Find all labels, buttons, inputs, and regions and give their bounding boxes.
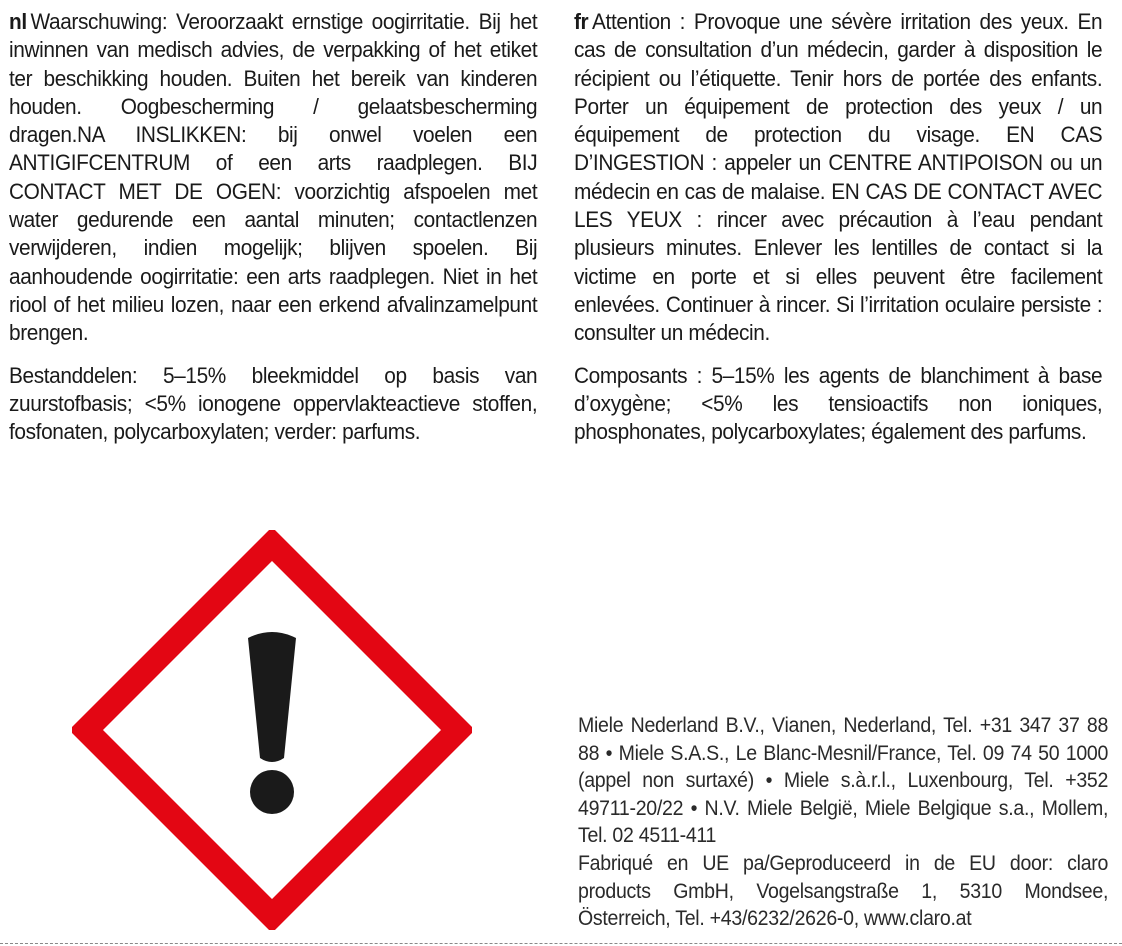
language-code-fr: fr <box>574 9 589 34</box>
french-ingredients-text: : 5–15% les agents de blanchiment à base d’oxygène; <5% les tensioactifs non ioniques, phosphonates, polycarboxylates; également des parfums. <box>574 362 1103 445</box>
dutch-ingredients-label: Bestanddelen: <box>9 362 138 388</box>
dutch-warning-label: Waarschuwing: <box>30 9 168 34</box>
dutch-warning-paragraph <box>9 8 537 348</box>
manufacturer-address-block <box>578 712 1108 933</box>
exclamation-mark-hazard-icon <box>72 530 472 930</box>
bottom-divider <box>0 943 1122 944</box>
distributor-contacts: Miele Nederland B.V., Vianen, Nederland, Tel. +31 347 37 88 88 • Miele S.A.S., Le Blanc-Mesnil/France, Tel. 09 74 50 1000 (appel non surtaxé) • Miele s.à.r.l., Luxenbourg, Tel. +352 49711-20/22 • N.V. Miele België, Miele Belgique s.a., Mollem, Tel. 02 4511-411 <box>578 714 1109 848</box>
french-warning-label: Attention <box>592 9 671 34</box>
french-ingredients-label: Composants <box>574 362 688 388</box>
dutch-warning-text: Veroorzaakt ernstige oogirritatie. Bij het inwinnen van medisch advies, de verpakking of het etiket ter beschikking houden. Buiten het bereik van kinderen houden. Oogbescherming / gelaatsbescherming dragen.NA INSLIKKEN: bij onwel voelen een ANTIGIFCENTRUM of een arts raadplegen. BIJ CONTACT MET DE OGEN: voorzichtig afspoelen met water gedurende een aantal minuten; contactlenzen verwijderen, indien mogelijk; blijven spoelen. Bij aanhoudende oogirritatie: een arts raadplegen. Niet in het riool of het milieu lozen, naar een erkend afvalinzamelpunt brengen. <box>9 9 538 346</box>
french-ingredients-paragraph <box>574 362 1102 447</box>
language-code-nl: nl <box>9 9 27 34</box>
french-warning-paragraph <box>574 8 1102 348</box>
dutch-ingredients-paragraph <box>9 362 537 447</box>
french-column <box>574 8 1102 460</box>
dutch-column <box>9 8 537 460</box>
dutch-ingredients-text: 5–15% bleekmiddel op basis van zuurstofbasis; <5% ionogene oppervlakteactieve stoffen, fosfonaten, polycarboxylaten; verder: parfums. <box>9 362 538 445</box>
manufacturer-info: Fabriqué en UE pa/Geproduceerd in de EU door: claro products GmbH, Vogelsangstraße 1, 5310 Mondsee, Österreich, Tel. +43/6232/2626-0, www.claro.at <box>578 851 1109 931</box>
french-warning-text: : Provoque une sévère irritation des yeux. En cas de consultation d’un médecin, garder à disposition le récipient ou l’étiquette. Tenir hors de portée des enfants. Porter un équipement de protection des yeux / un équipement de protection du visage. EN CAS D’INGESTION : appeler un CENTRE ANTIPOISON ou un médecin en cas de malaise. EN CAS DE CONTACT AVEC LES YEUX : rincer avec précaution à l’eau pendant plusieurs minutes. Enlever les lentilles de contact si la victime en porte et si elles peuvent être facilement enlevées. Continuer à rincer. Si l’irritation oculaire persiste : consulter un médecin. <box>574 9 1103 346</box>
